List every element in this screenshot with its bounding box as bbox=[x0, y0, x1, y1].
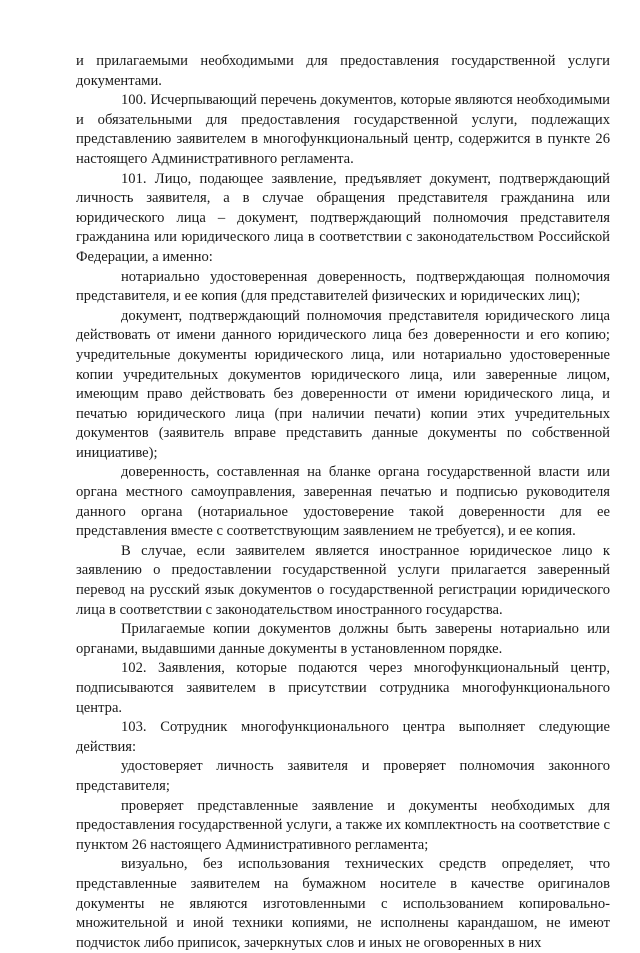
paragraph-legal-entity-documents: документ, подтверждающий полномочия представителя юридического лица действовать от имени данного юридического лица без доверенности и его копию; учредительные документы юридического лица, или нотариально удостоверенные копии учредительных документов юридического лица, или заверенные лицом, имеющим право действовать без доверенности от имени юридического лица, и печатью юридического лица (при наличии печати) копии этих учредительных документов (заявитель вправе представить данные документы по собственной инициативе); bbox=[76, 307, 610, 461]
paragraph-certified-copies: Прилагаемые копии документов должны быть заверены нотариально или органами, выдавшими данные документы в установленном порядке. bbox=[76, 621, 610, 657]
paragraph-visual-check: визуально, без использования технических средств определяет, что представленные заявителем на бумажном носителе в качестве оригиналов документы не являются изготовленными с использованием копировально-множительной и иной техники копиями, не исполнены карандашом, не имеют подчисток либо приписок, зачеркнутых слов и иных не оговоренных в них bbox=[76, 856, 610, 951]
paragraph-item-102: 102. Заявления, которые подаются через многофункциональный центр, подписываются заявителем в присутствии сотрудника многофункционального центра. bbox=[76, 660, 610, 716]
paragraph-item-103: 103. Сотрудник многофункционального центра выполняет следующие действия: bbox=[76, 719, 610, 755]
paragraph-identity-verification: удостоверяет личность заявителя и проверяет полномочия законного представителя; bbox=[76, 758, 610, 794]
paragraph-item-101: 101. Лицо, подающее заявление, предъявляет документ, подтверждающий личность заявителя, а в случае обращения представителя гражданина или юридического лица – документ, подтверждающий полномочия представителя гражданина или юридического лица в соответствии с законодательством Российской Федерации, а именно: bbox=[76, 170, 610, 265]
paragraph-notarial-power-of-attorney: нотариально удостоверенная доверенность, подтверждающая полномочия представителя, и ее копия (для представителей физических и юридических лиц); bbox=[76, 268, 610, 305]
paragraph-official-power-of-attorney: доверенность, составленная на бланке органа государственной власти или органа местного самоуправления, заверенная печатью и подписью руководителя данного органа (нотариальное удостоверение такой доверенности для ее представления вместе с соответствующим заявлением не требуется), и ее копия. bbox=[76, 464, 610, 540]
paragraph-continuation: и прилагаемыми необходимыми для предоставления государственной услуги документами. bbox=[76, 53, 610, 89]
paragraph-foreign-legal-entity: В случае, если заявителем является иностранное юридическое лицо к заявлению о предоставлении государственной услуги прилагается заверенный перевод на русский язык документов о государственной регистрации юридического лица в соответствии с законодательством иностранного государства. bbox=[76, 542, 610, 618]
paragraph-document-check: проверяет представленные заявление и документы необходимых для предоставления государственной услуги, а также их комплектность на соответствие с пунктом 26 настоящего Административного регламента; bbox=[76, 797, 610, 853]
paragraph-item-100: 100. Исчерпывающий перечень документов, которые являются необходимыми и обязательными для предоставления государственной услуги, подлежащих представлению заявителем в многофункциональный центр, содержится в пункте 26 настоящего Административного регламента. bbox=[76, 92, 610, 167]
